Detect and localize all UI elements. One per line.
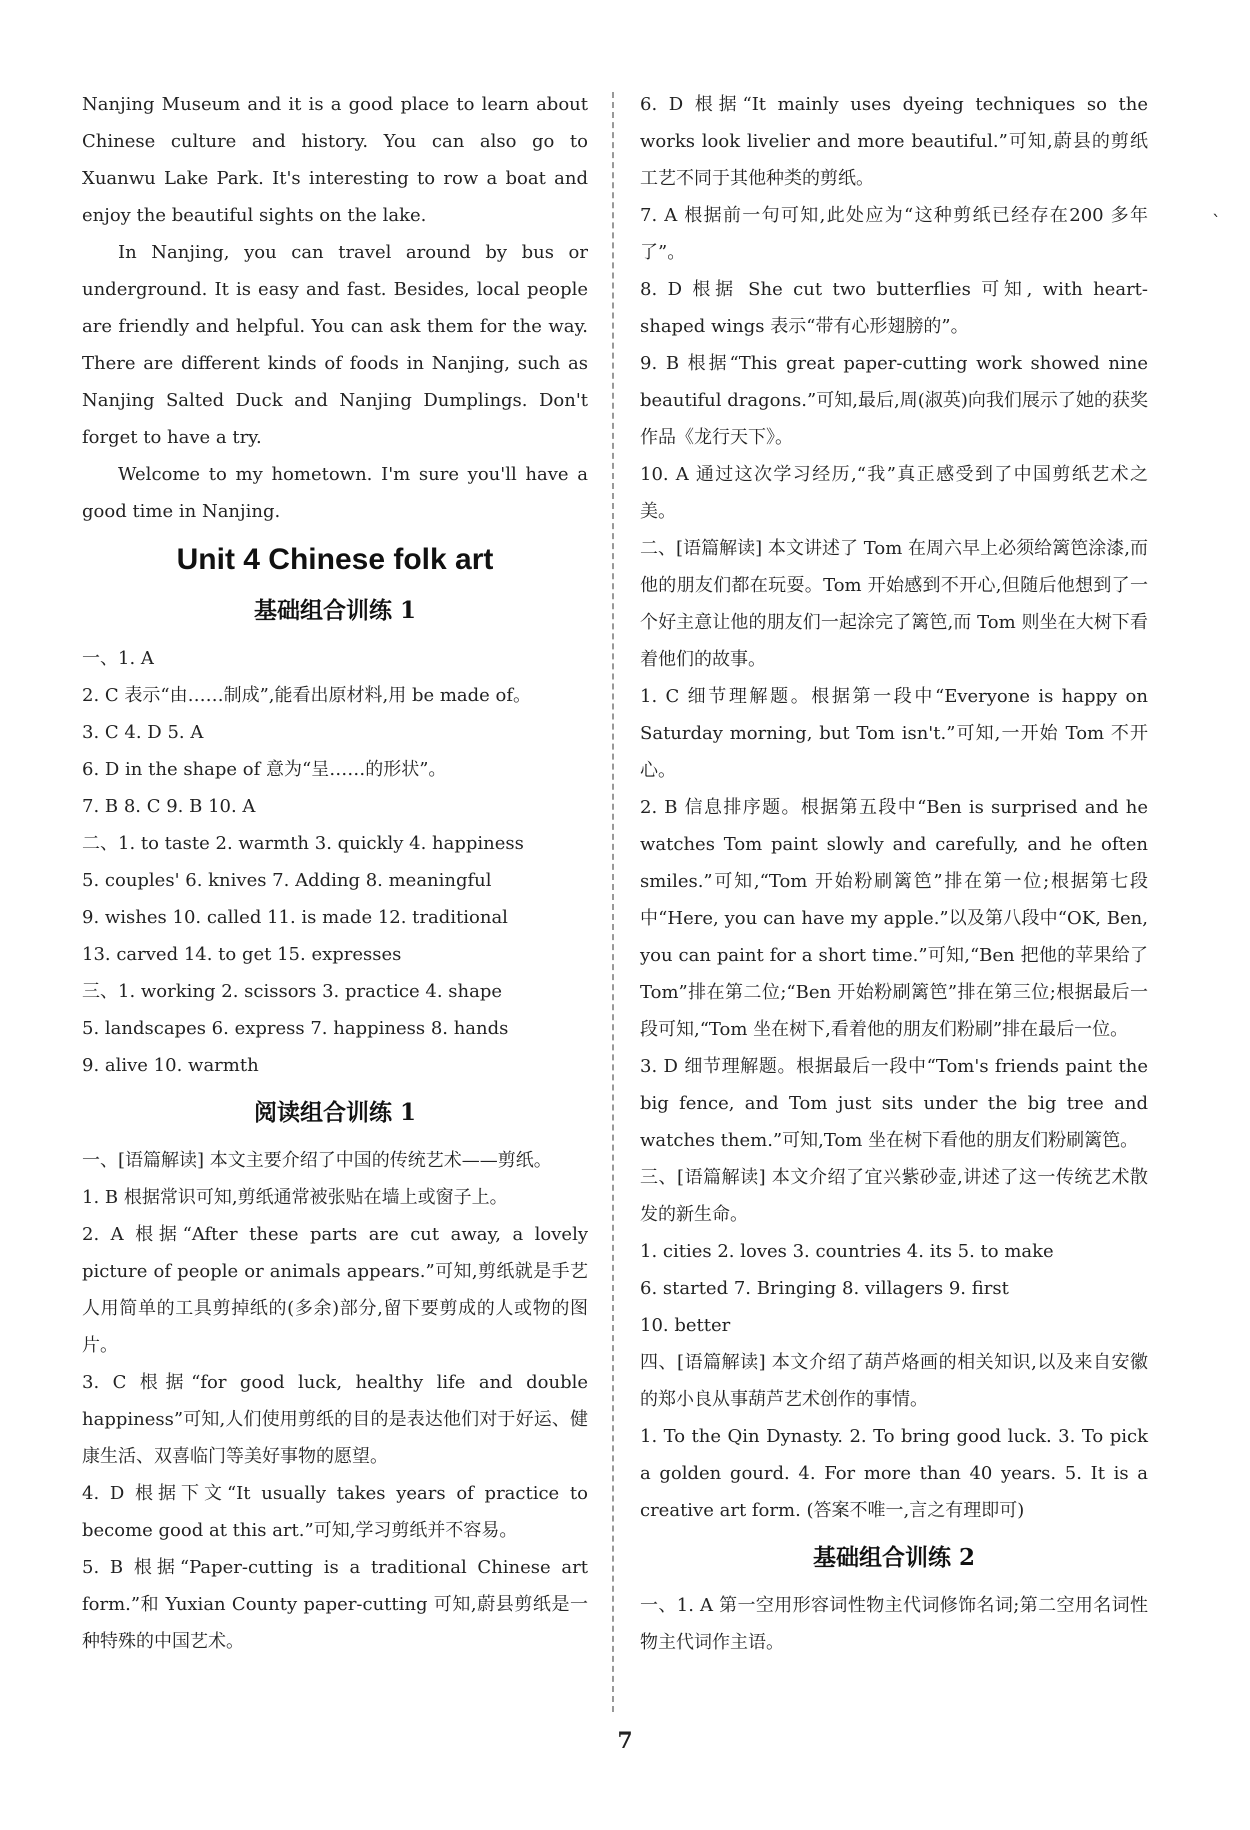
answer-line: 二、[语篇解读] 本文讲述了 Tom 在周六早上必须给篱笆涂漆,而他的朋友们都在玩耍。Tom 开始感到不开心,但随后他想到了一个好主意让他的朋友们一起涂完了篱笆,而 Tom 则坐在大树下看着他们的故事。 [640,538,1148,670]
answer-line: 3. C 根据“for good luck, healthy life and double happiness”可知,人们使用剪纸的目的是表达他们对于好运、健康生活、双喜临门等美好事物的愿望。 [82,1372,588,1467]
section-title: 阅读组合训练 1 [253,1099,416,1126]
answer-line: 2. C 表示“由……制成”,能看出原材料,用 be made of。 [82,685,532,706]
answer-line: 6. D in the shape of 意为“呈……的形状”。 [82,759,447,780]
answer-line: 7. A 根据前一句可知,此处应为“这种剪纸已经存在200 多年了”。 [640,205,1148,263]
answer-line: 2. A 根据“After these parts are cut away, a lovely picture of people or animals appears.”可知,剪纸就是手艺人用简单的工具剪掉纸的(多余)部分,留下要剪成的人或物的图片。 [82,1224,588,1356]
answer-line: 三、[语篇解读] 本文介绍了宜兴紫砂壶,讲述了这一传统艺术散发的新生命。 [640,1167,1148,1225]
answer-line: 6. D 根据“It mainly uses dyeing techniques so the works look livelier and more beautiful.”可知,蔚县的剪纸工艺不同于其他种类的剪纸。 [640,94,1148,189]
answer-line: 4. D 根据下文“It usually takes years of practice to become good at this art.”可知,学习剪纸并不容易。 [82,1483,588,1541]
right-column [640,86,1148,1661]
unit-title: Unit 4 Chinese folk art [176,543,494,576]
answer-line: 1. To the Qin Dynasty. 2. To bring good luck. 3. To pick a golden gourd. 4. For more than 40 years. 5. It is a creative art form. (答案不唯一,言之有理即可) [640,1426,1148,1521]
answer-line: 一、1. A 第一空用形容词性物主代词修饰名词;第二空用名词性物主代词作主语。 [640,1595,1148,1653]
answer-line: 1. cities 2. loves 3. countries 4. its 5. to make [640,1241,1054,1262]
answer-line: 9. wishes 10. called 11. is made 12. traditional [82,907,508,928]
section-title: 基础组合训练 1 [253,597,416,624]
answer-line: 8. D 根据 She cut two butterflies 可知, with heart-shaped wings 表示“带有心形翅膀的”。 [640,279,1148,337]
answer-line: 10. A 通过这次学习经历,“我”真正感受到了中国剪纸艺术之美。 [640,464,1148,522]
answer-line: 5. couples' 6. knives 7. Adding 8. meaningful [82,870,492,891]
answer-line: 9. B 根据“This great paper-cutting work showed nine beautiful dragons.”可知,最后,周(淑英)向我们展示了她的获奖作品《龙行天下》。 [640,353,1148,448]
answer-line: 二、1. to taste 2. warmth 3. quickly 4. happiness [82,833,524,854]
answer-line: 四、[语篇解读] 本文介绍了葫芦烙画的相关知识,以及来自安徽的郑小良从事葫芦艺术创作的事情。 [640,1352,1148,1410]
intro-paragraph: Welcome to my hometown. I'm sure you'll have a good time in Nanjing. [82,464,588,522]
answer-line: 一、[语篇解读] 本文主要介绍了中国的传统艺术——剪纸。 [82,1150,552,1171]
left-column [82,86,588,1660]
page-number: 7 [617,1728,633,1754]
intro-paragraph: In Nanjing, you can travel around by bus or underground. It is easy and fast. Besides, local people are friendly and helpful. You can ask them for the way. There are different kinds of foods in Nanjing, such as Nanjing Salted Duck and Nanjing Dumplings. Don't forget to have a try. [82,242,588,448]
answer-line: 10. better [640,1315,731,1336]
answer-line: 1. B 根据常识可知,剪纸通常被张贴在墙上或窗子上。 [82,1187,508,1208]
intro-paragraph: Nanjing Museum and it is a good place to learn about Chinese culture and history. You can also go to Xuanwu Lake Park. It's interesting to row a boat and enjoy the beautiful sights on the lake. [82,94,588,226]
answer-line: 5. landscapes 6. express 7. happiness 8. hands [82,1018,509,1039]
answer-line: 6. started 7. Bringing 8. villagers 9. first [640,1278,1009,1299]
answer-line: 9. alive 10. warmth [82,1055,259,1076]
answer-line: 1. C 细节理解题。根据第一段中“Everyone is happy on Saturday morning, but Tom isn't.”可知,一开始 Tom 不开心。 [640,686,1148,781]
answer-line: 3. C 4. D 5. A [82,722,204,743]
answer-line: 三、1. working 2. scissors 3. practice 4. shape [82,981,503,1002]
column-divider [612,92,614,1712]
corner-mark: ` [1212,212,1221,233]
answer-line: 一、1. A [82,648,154,669]
answer-line: 13. carved 14. to get 15. expresses [82,944,402,965]
answer-line: 2. B 信息排序题。根据第五段中“Ben is surprised and he watches Tom paint slowly and carefully, and he often smiles.”可知,“Tom 开始粉刷篱笆”排在第一位;根据第七段中“Here, you can have my apple.”以及第八段中“OK, Ben, you can paint for a short time.”可知,“Ben 把他的苹果给了 Tom”排在第二位;“Ben 开始粉刷篱笆”排在第三位;根据最后一段可知,“Tom 坐在树下,看着他的朋友们粉刷”排在最后一位。 [640,797,1148,1040]
answer-line: 3. D 细节理解题。根据最后一段中“Tom's friends paint the big fence, and Tom just sits under the big tree and watches them.”可知,Tom 坐在树下看他的朋友们粉刷篱笆。 [640,1056,1148,1151]
answer-line: 5. B 根据“Paper-cutting is a traditional Chinese art form.”和 Yuxian County paper-cutting 可知,蔚县剪纸是一种特殊的中国艺术。 [82,1557,588,1652]
section-title: 基础组合训练 2 [812,1544,975,1571]
answer-line: 7. B 8. C 9. B 10. A [82,796,256,817]
